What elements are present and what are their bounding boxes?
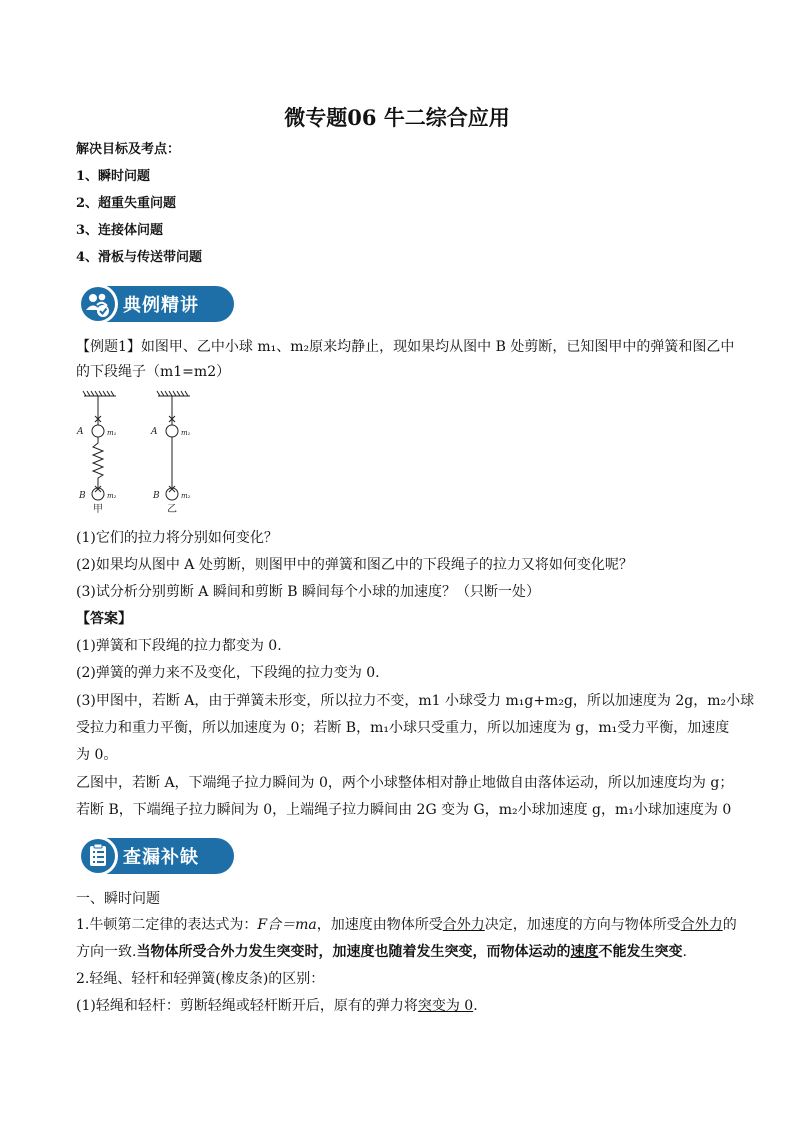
- question: (2)如果均从图中 A 处剪断，则图甲中的弹簧和图乙中的下段绳子的拉力又将如何变化呢？: [76, 557, 633, 573]
- text: 1.牛顿第二定律的表达式为：: [76, 917, 258, 933]
- label-b: B: [153, 491, 160, 501]
- example-line: 【例题1】如图甲、乙中小球 m₁、m₂原来均静止，现如果均从图中 B 处剪断，已知图甲中的弹簧和图乙中: [76, 339, 735, 355]
- paragraph-line: [76, 914, 737, 934]
- clipboard-list-icon: [83, 841, 113, 871]
- goal-item: 2、超重失重问题: [76, 196, 177, 211]
- figure-right: [157, 391, 190, 500]
- underlined-term: 突变为 0: [417, 998, 474, 1014]
- text: .: [473, 998, 478, 1014]
- goal-item: 1、瞬时问题: [76, 169, 151, 184]
- label-b: B: [79, 491, 86, 501]
- answer-line: 受拉力和重力平衡，所以加速度为 0；若断 B，m₁小球只受重力，所以加速度为 g，m₁受力平衡，加速度: [76, 720, 730, 736]
- underlined-term: 合外力: [680, 917, 723, 933]
- paragraph-line: [76, 941, 687, 961]
- caption-yi: 乙: [167, 504, 177, 515]
- underlined-term: 合外力: [442, 917, 485, 933]
- label-m1: m₁: [181, 429, 191, 437]
- formula: F合＝ma: [257, 917, 317, 933]
- label-a: A: [151, 427, 158, 437]
- goal-item: 3、连接体问题: [76, 223, 164, 238]
- text: 方向一致.: [76, 944, 137, 960]
- section-banner-examples: [76, 282, 234, 326]
- underlined-term: 速度: [570, 944, 599, 960]
- bold-text: 当物体所受合外力发生突变时，加速度也随着发生突变，而物体运动的: [136, 944, 571, 960]
- banner-label: 查漏补缺: [123, 847, 199, 868]
- figure-left: [83, 391, 116, 500]
- spring-rope-figure: [72, 390, 212, 518]
- answer-line: (2)弹簧的弹力来不及变化，下段绳的拉力变为 0.: [76, 665, 380, 681]
- goal-item: 4、滑板与传送带问题: [76, 250, 203, 265]
- bold-text: 不能发生突变: [598, 944, 683, 960]
- answer-line: (1)弹簧和下段绳的拉力都变为 0.: [76, 638, 282, 654]
- answer-line: 乙图中，若断 A，下端绳子拉力瞬间为 0，两个小球整体相对静止地做自由落体运动，所以加速度均为 g；: [76, 775, 734, 791]
- label-m2: m₂: [181, 492, 191, 500]
- question: (3)试分析分别剪断 A 瞬间和剪断 B 瞬间每个小球的加速度？（只断一处）: [76, 584, 541, 600]
- answer-line: (3)甲图中，若断 A，由于弹簧未形变，所以拉力不变，m1 小球受力 m₁g+m₂g，所以加速度为 2g，m₂小球: [76, 693, 755, 709]
- text: ，加速度由物体所受: [316, 917, 443, 933]
- label-a: A: [77, 427, 84, 437]
- example-line: 的下段绳子（m1=m2）: [76, 364, 231, 380]
- paragraph-line: [76, 995, 478, 1015]
- answer-line: 若断 B，下端绳子拉力瞬间为 0，上端绳子拉力瞬间由 2G 变为 G，m₂小球加速度 g，m₁小球加速度为 0: [76, 802, 732, 818]
- section-heading: 一、瞬时问题: [76, 891, 160, 907]
- text: .: [682, 944, 687, 960]
- paragraph-line: 2.轻绳、轻杆和轻弹簧(橡皮条)的区别：: [76, 971, 325, 987]
- question: (1)它们的拉力将分别如何变化？: [76, 530, 278, 546]
- label-m2: m₂: [107, 492, 117, 500]
- people-check-icon: [83, 289, 113, 319]
- section-banner-review: [76, 834, 234, 878]
- answer-line: 为 0。: [76, 747, 118, 763]
- label-m1: m₁: [107, 429, 117, 437]
- text: (1)轻绳和轻杆：剪断轻绳或轻杆断开后，原有的弹力将: [76, 998, 418, 1014]
- text: 的: [722, 917, 737, 933]
- caption-jia: 甲: [93, 504, 103, 515]
- text: 决定，加速度的方向与物体所受: [484, 917, 681, 933]
- answer-heading: 【答案】: [76, 611, 132, 627]
- goals-heading: 解决目标及考点：: [76, 142, 181, 157]
- banner-label: 典例精讲: [123, 295, 199, 316]
- page-title: 微专题06 牛二综合应用: [284, 105, 510, 130]
